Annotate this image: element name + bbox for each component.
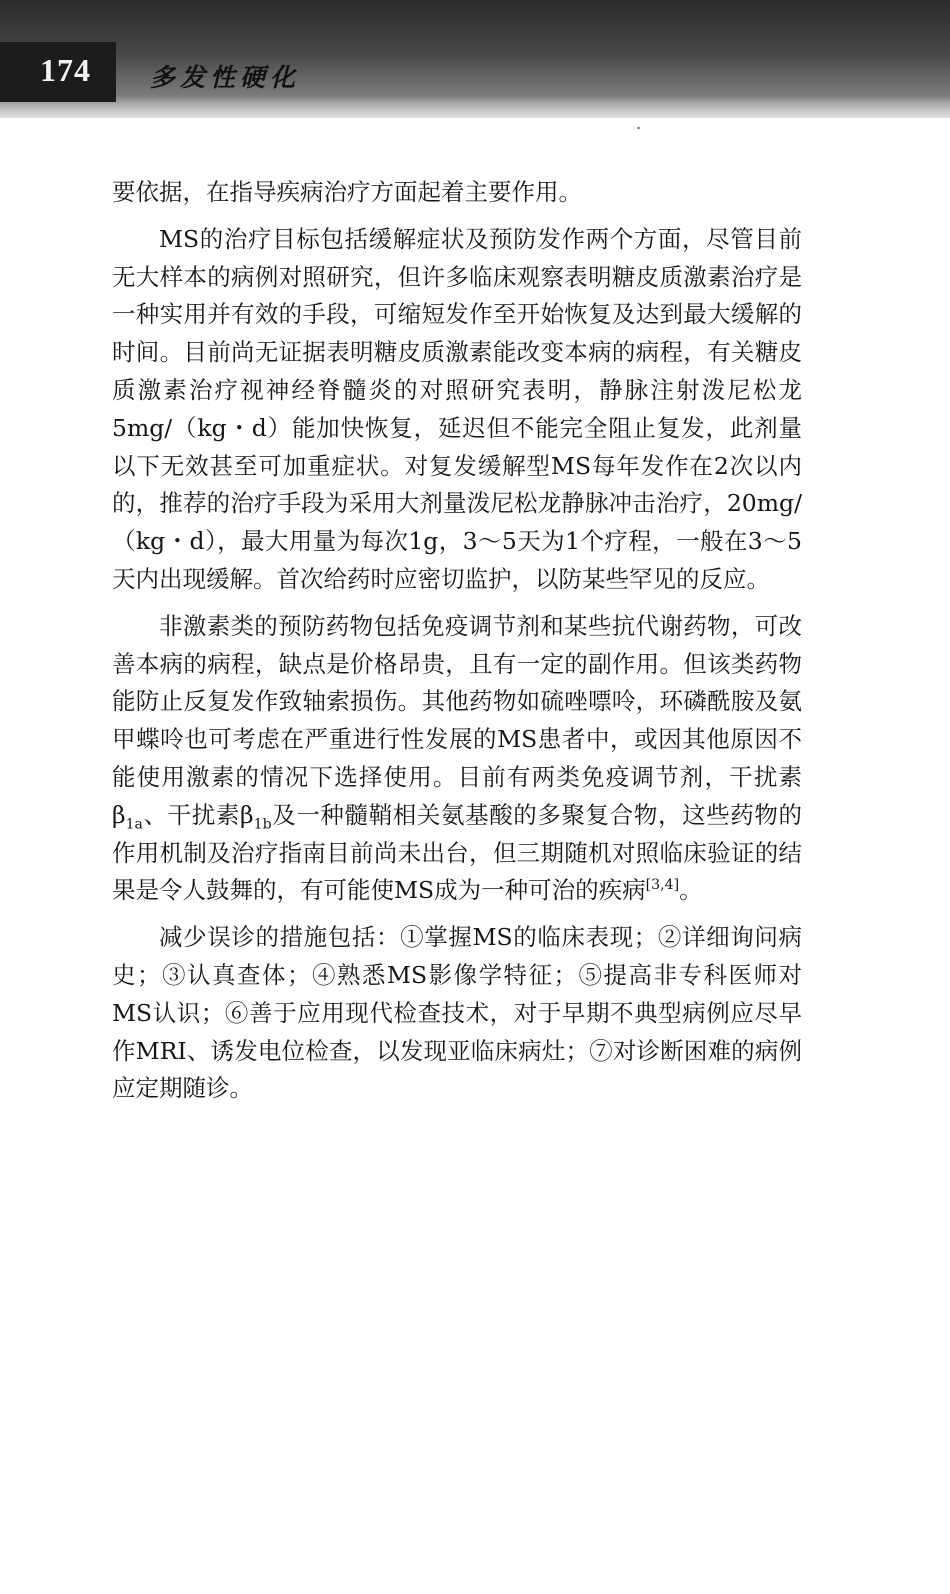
paragraph-3-end: 。 bbox=[679, 876, 703, 905]
header-fade bbox=[0, 96, 950, 136]
beta-1a-subscript: 1a bbox=[125, 816, 143, 833]
beta-symbol: β bbox=[240, 800, 254, 829]
paragraph-3-part-1: 非激素类的预防药物包括免疫调节剂和某些抗代谢药物，可改善本病的病程，缺点是价格昂贵，且有一定的副作用。但该类药物能防止反复发作致轴索损伤。其他药物如硫唑嘌呤，环磷酰胺及氨甲蝶呤也可考虑在严重进行性发展的MS患者中，或因其他原因不能使用激素的情况下选择使用。目前有两类免疫调节剂，干扰素 bbox=[112, 611, 802, 791]
paragraph-4: 减少误诊的措施包括：①掌握MS的临床表现；②详细询问病史；③认真查体；④熟悉MS影像学特征；⑤提高非专科医师对MS认识；⑥善于应用现代检查技术，对于早期不典型病例应尽早作MRI、诱发电位检查，以发现亚临床病灶；⑦对诊断困难的病例应定期随诊。 bbox=[112, 923, 802, 1103]
citation-reference: [3,4] bbox=[645, 877, 680, 894]
beta-symbol: β bbox=[112, 800, 126, 829]
scan-speck bbox=[637, 127, 640, 129]
body-text bbox=[112, 174, 802, 1117]
page-number: 174 bbox=[40, 52, 91, 88]
paragraph-2: MS的治疗目标包括缓解症状及预防发作两个方面，尽管目前无大样本的病例对照研究，但许多临床观察表明糖皮质激素治疗是一种实用并有效的手段，可缩短发作至开始恢复及达到最大缓解的时间。目前尚无证据表明糖皮质激素能改变本病的病程，有关糖皮质激素治疗视神经脊髓炎的对照研究表明，静脉注射泼尼松龙5mg/（kg・d）能加快恢复，延迟但不能完全阻止复发，此剂量以下无效甚至可加重症状。对复发缓解型MS每年发作在2次以内的，推荐的治疗手段为采用大剂量泼尼松龙静脉冲击治疗，20mg/（kg・d），最大用量为每次1g，3～5天为1个疗程，一般在3～5天内出现缓解。首次给药时应密切监护，以防某些罕见的反应。 bbox=[112, 224, 802, 593]
paragraph-1: 要依据，在指导疾病治疗方面起着主要作用。 bbox=[112, 178, 582, 206]
paragraph-3-part-2: 、干扰素 bbox=[142, 800, 241, 829]
paragraph-3 bbox=[112, 608, 802, 910]
running-title: 多发性硬化 bbox=[150, 63, 301, 92]
beta-1b-subscript: 1b bbox=[253, 816, 272, 833]
paragraph-3-part-3: 及一种髓鞘相关氨基酸的多聚复合物，这些药物的作用机制及治疗指南目前尚未出台，但三期随机对照临床验证的结果是令人鼓舞的，有可能使MS成为一种可治的疾病 bbox=[112, 800, 803, 905]
